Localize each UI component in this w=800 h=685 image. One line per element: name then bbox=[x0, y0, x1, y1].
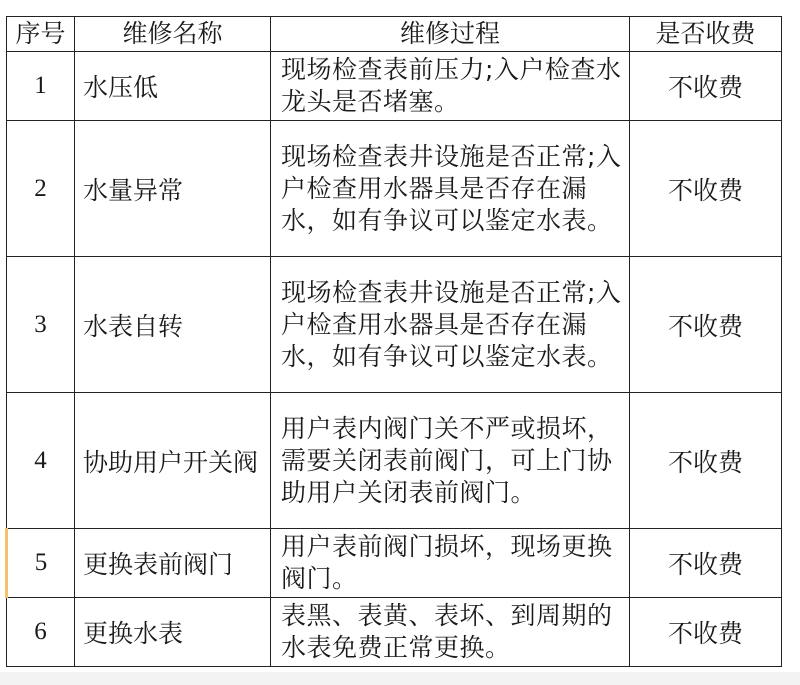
row-index: 2 bbox=[7, 121, 75, 257]
row-name: 水压低 bbox=[75, 52, 271, 121]
table-header bbox=[7, 17, 782, 52]
row-index: 4 bbox=[7, 393, 75, 529]
header-row bbox=[7, 17, 782, 52]
header-index: 序号 bbox=[7, 17, 75, 52]
row-process: 表黑、表黄、表坏、到周期的水表免费正常更换。 bbox=[271, 598, 630, 667]
row-fee: 不收费 bbox=[630, 393, 782, 529]
table-row bbox=[7, 121, 782, 257]
table-row bbox=[7, 529, 782, 598]
bottom-divider bbox=[0, 672, 800, 685]
row-index: 5 bbox=[7, 529, 75, 598]
row-process: 现场检查表前压力;入户检查水龙头是否堵塞。 bbox=[271, 52, 630, 121]
row-name: 更换表前阀门 bbox=[75, 529, 271, 598]
row-process: 用户表前阀门损坏，现场更换阀门。 bbox=[271, 529, 630, 598]
table-row bbox=[7, 52, 782, 121]
row-process: 用户表内阀门关不严或损坏，需要关闭表前阀门，可上门协助用户关闭表前阀门。 bbox=[271, 393, 630, 529]
repair-service-table bbox=[5, 16, 782, 667]
row-process: 现场检查表井设施是否正常;入户检查用水器具是否存在漏水，如有争议可以鉴定水表。 bbox=[271, 257, 630, 393]
row-index: 1 bbox=[7, 52, 75, 121]
header-name: 维修名称 bbox=[75, 17, 271, 52]
header-fee: 是否收费 bbox=[630, 17, 782, 52]
row-fee: 不收费 bbox=[630, 121, 782, 257]
row-fee: 不收费 bbox=[630, 52, 782, 121]
table-body bbox=[7, 52, 782, 667]
row-index: 3 bbox=[7, 257, 75, 393]
row-fee: 不收费 bbox=[630, 257, 782, 393]
row-name: 更换水表 bbox=[75, 598, 271, 667]
row-name: 协助用户开关阀 bbox=[75, 393, 271, 529]
table-row bbox=[7, 257, 782, 393]
row-process: 现场检查表井设施是否正常;入户检查用水器具是否存在漏水，如有争议可以鉴定水表。 bbox=[271, 121, 630, 257]
header-process: 维修过程 bbox=[271, 17, 630, 52]
row-name: 水表自转 bbox=[75, 257, 271, 393]
row-fee: 不收费 bbox=[630, 598, 782, 667]
row-index: 6 bbox=[7, 598, 75, 667]
row-name: 水量异常 bbox=[75, 121, 271, 257]
table-row bbox=[7, 598, 782, 667]
row-fee: 不收费 bbox=[630, 529, 782, 598]
table-row bbox=[7, 393, 782, 529]
